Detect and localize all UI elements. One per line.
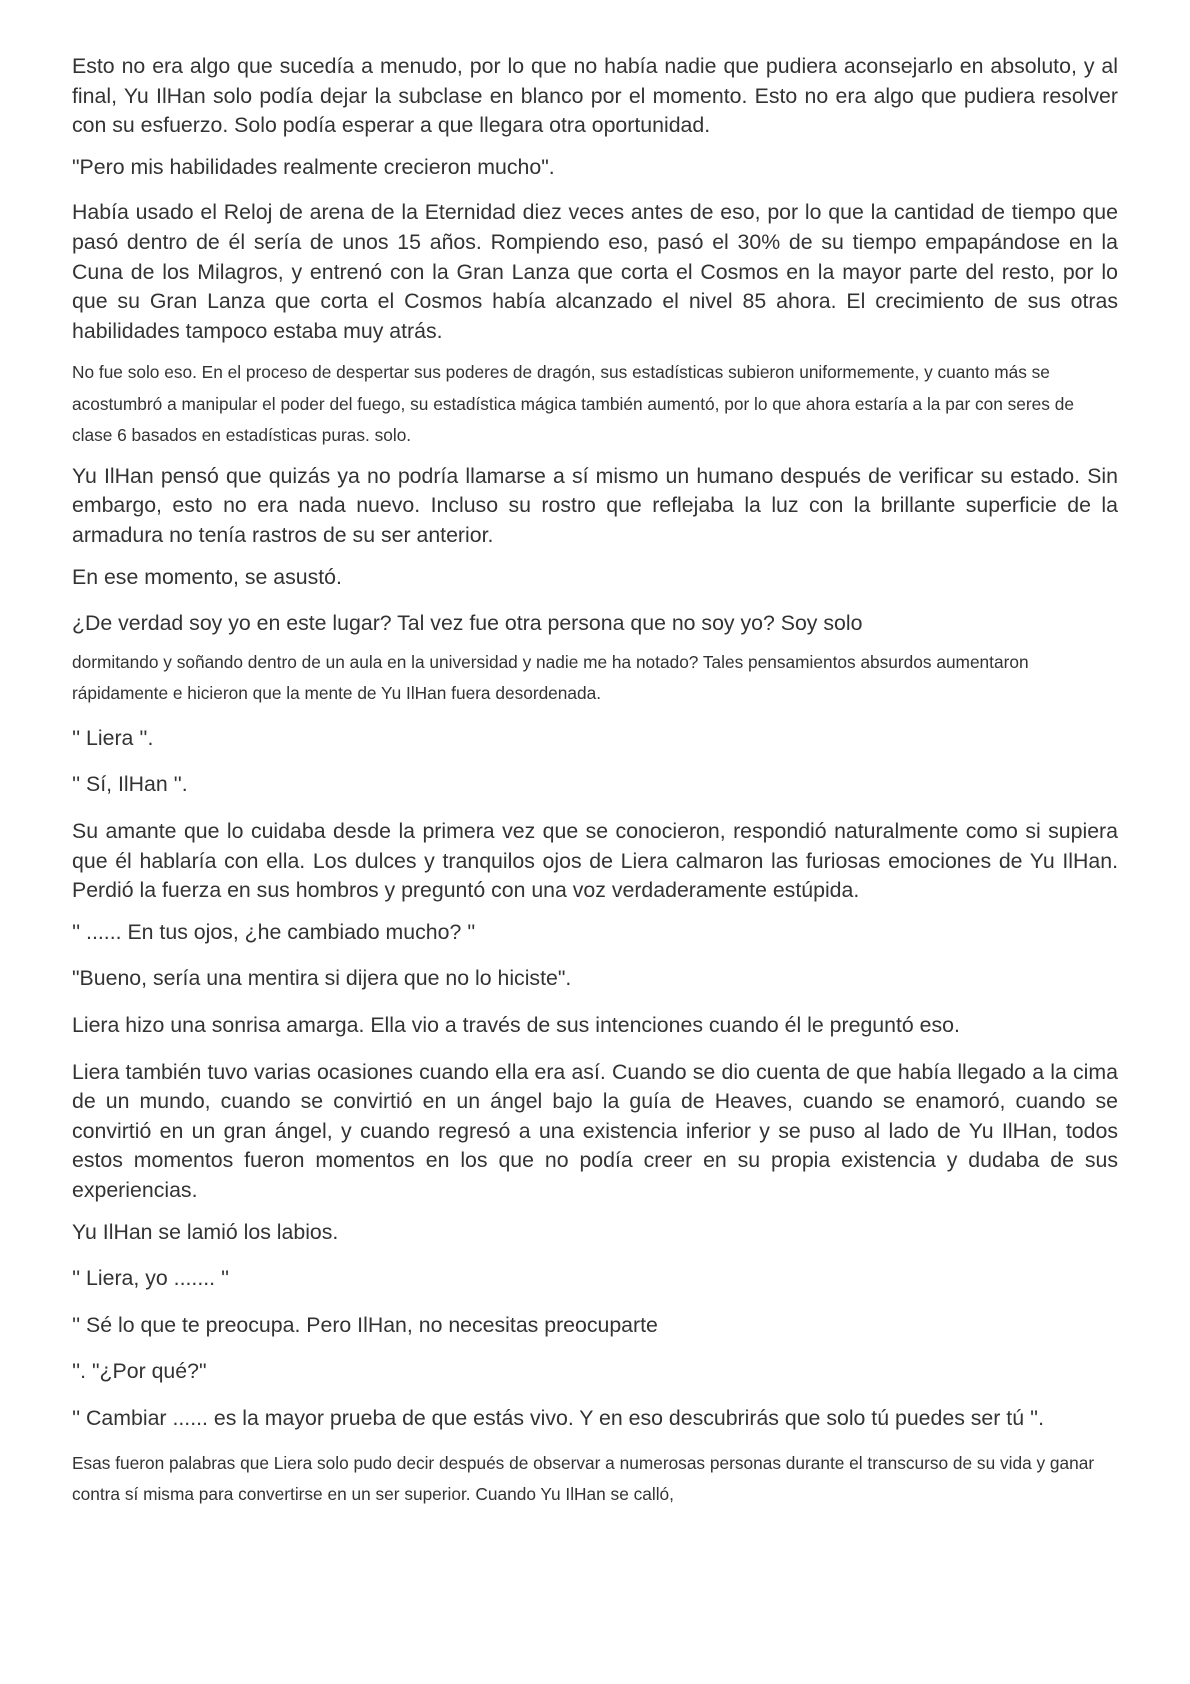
dialogue-why: ''. "¿Por qué?" bbox=[72, 1359, 207, 1384]
paragraph-skills-quote: "Pero mis habilidades realmente crecieron mucho". bbox=[72, 154, 555, 179]
dialogue-si-ilhan: '' Sí, IlHan ''. bbox=[72, 772, 188, 797]
paragraph-words-liera: Esas fueron palabras que Liera solo pudo decir después de observar a numerosas personas durante el transcurso de su vida y ganar contra sí misma para convertirse en un ser superior. Cuando Yu IlHan se calló, bbox=[72, 1452, 1095, 1504]
dialogue-changed: '' ...... En tus ojos, ¿he cambiado mucho? '' bbox=[72, 919, 476, 944]
paragraph-subclass: Esto no era algo que sucedía a menudo, por lo que no había nadie que pudiera aconsejarlo en absoluto, y al final, Yu IlHan solo podía dejar la subclase en blanco por el momento. Esto no era algo que pudiera resolver con su esfuerzo. Solo podía esperar a que llegara otra oportunidad. bbox=[72, 54, 1118, 138]
dialogue-liera-yo: '' Liera, yo ....... '' bbox=[72, 1266, 230, 1291]
paragraph-hourglass: Había usado el Reloj de arena de la Eternidad diez veces antes de eso, por lo que la cantidad de tiempo que pasó dentro de él sería de unos 15 años. Rompiendo eso, pasó el 30% de su tiempo empapándose en la Cuna de los Milagros, y entrenó con la Gran Lanza que corta el Cosmos en la mayor parte del resto, por lo que su Gran Lanza que corta el Cosmos había alcanzado el nivel 85 ahora. El crecimiento de sus otras habilidades tampoco estaba muy atrás. bbox=[72, 200, 1118, 343]
paragraph-dreaming: dormitando y soñando dentro de un aula en la universidad y nadie me ha notado? Tales pensamientos absurdos aumentaron rápidamente e hicieron que la mente de Yu IlHan fuera desordenada. bbox=[72, 651, 1029, 704]
paragraph-question-self: ¿De verdad soy yo en este lugar? Tal vez fue otra persona que no soy yo? Soy solo bbox=[72, 611, 863, 636]
paragraph-scared: En ese momento, se asustó. bbox=[72, 564, 342, 589]
dialogue-worry: '' Sé lo que te preocupa. Pero IlHan, no necesitas preocuparte bbox=[72, 1312, 658, 1337]
paragraph-bitter-smile: Liera hizo una sonrisa amarga. Ella vio a través de sus intenciones cuando él le preguntó eso. bbox=[72, 1012, 960, 1037]
paragraph-dragon-powers: No fue solo eso. En el proceso de despertar sus poderes de dragón, sus estadísticas subieron uniformemente, y cuanto más se acostumbró a manipular el poder del fuego, su estadística mágica también aumentó, por lo que ahora estaría a la par con seres de clase 6 basados en estadísticas puras. solo. bbox=[72, 362, 1074, 446]
paragraph-liera-occasions: Liera también tuvo varias ocasiones cuando ella era así. Cuando se dio cuenta de que había llegado a la cima de un mundo, cuando se convirtió en un ángel bajo la guía de Heaves, cuando se enamoró, cuando se convirtió en un gran ángel, y cuando regresó a una existencia inferior y se puso al lado de Yu IlHan, todos estos momentos fueron momentos en los que no podía creer en su propia existencia y dudaba de sus experiencias. bbox=[72, 1059, 1118, 1202]
dialogue-lie: "Bueno, sería una mentira si dijera que no lo hiciste". bbox=[72, 966, 572, 991]
document-page bbox=[72, 52, 1118, 1511]
dialogue-liera: '' Liera ''. bbox=[72, 725, 154, 750]
paragraph-licked-lips: Yu IlHan se lamió los labios. bbox=[72, 1219, 339, 1244]
dialogue-change-proof: '' Cambiar ...... es la mayor prueba de que estás vivo. Y en eso descubrirás que solo tú puedes ser tú ''. bbox=[72, 1405, 1045, 1430]
paragraph-human-status: Yu IlHan pensó que quizás ya no podría llamarse a sí mismo un humano después de verificar su estado. Sin embargo, esto no era nada nuevo. Incluso su rostro que reflejaba la luz con la brillante superficie de la armadura no tenía rastros de su ser anterior. bbox=[72, 463, 1118, 548]
paragraph-lover: Su amante que lo cuidaba desde la primera vez que se conocieron, respondió naturalmente como si supiera que él hablaría con ella. Los dulces y tranquilos ojos de Liera calmaron las furiosas emociones de Yu IlHan. Perdió la fuerza en sus hombros y preguntó con una voz verdaderamente estúpida. bbox=[72, 819, 1118, 903]
